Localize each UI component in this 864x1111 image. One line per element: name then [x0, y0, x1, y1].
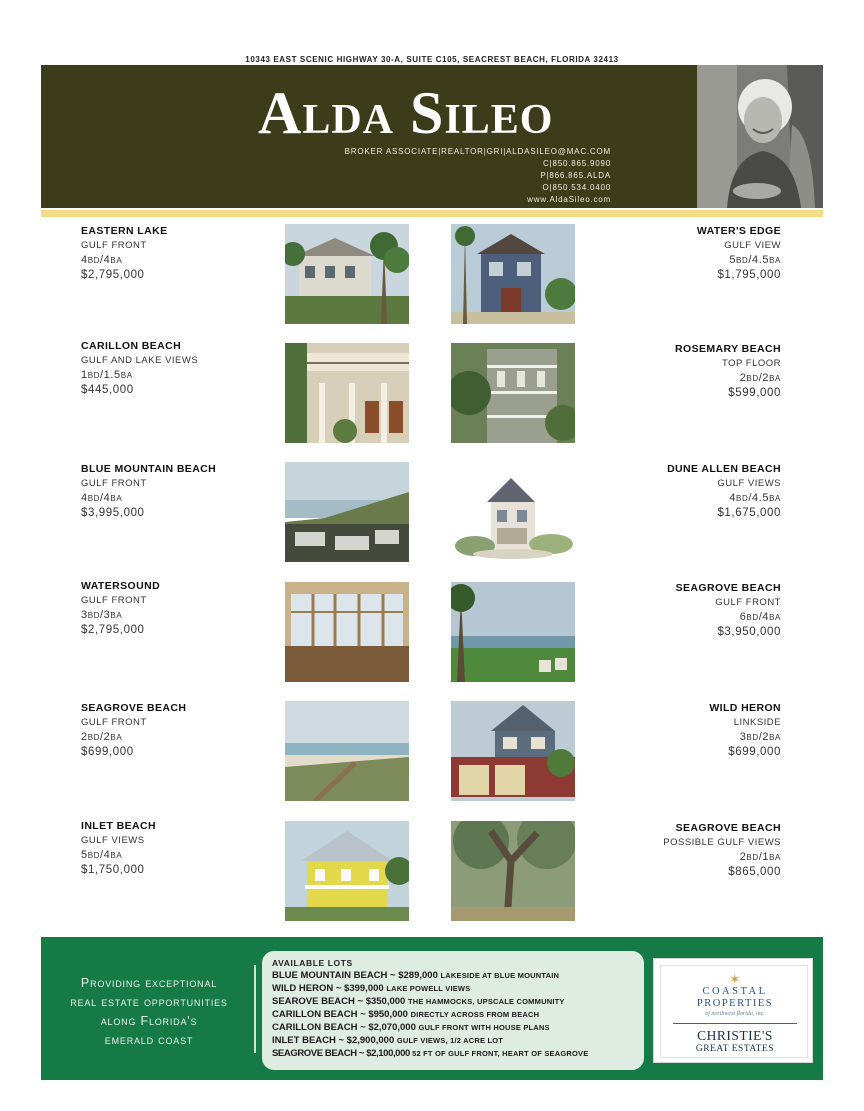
listing-rooms: 6bd/4ba	[739, 611, 781, 623]
listing-text	[581, 462, 781, 520]
lot-name-price: INLET BEACH ~ $2,900,000	[272, 1035, 395, 1046]
tagline-line: emerald coast	[104, 1033, 194, 1047]
agent-credentials-email[interactable]: BROKER ASSOCIATE|REALTOR|GRI|ALDASILEO@MAC.COM	[344, 147, 611, 156]
lot-name-price: CARILLON BEACH ~ $950,000	[272, 1009, 408, 1020]
listing-view: GULF FRONT	[81, 239, 147, 251]
listing-price: $3,995,000	[81, 506, 145, 519]
listing-rooms: 4bd/4.5ba	[729, 492, 781, 504]
tagline-line: along Florida's	[100, 1014, 198, 1028]
listing-name: BLUE MOUNTAIN BEACH	[81, 463, 217, 475]
listing-price: $2,795,000	[81, 623, 145, 636]
listing-price: $699,000	[728, 745, 781, 758]
listing-price: $2,795,000	[81, 268, 145, 281]
lot-description: LAKESIDE AT BLUE MOUNTAIN	[440, 971, 560, 980]
listing-rooms: 3bd/3ba	[81, 609, 123, 621]
lot-description: 52 FT OF GULF FRONT, HEART OF SEAGROVE	[412, 1049, 589, 1058]
listing-view: GULF FRONT	[715, 596, 781, 608]
listing-text	[81, 701, 281, 759]
listing-view: GULF VIEWS	[717, 477, 781, 489]
listing-view: GULF FRONT	[81, 716, 147, 728]
listing-view: TOP FLOOR	[721, 357, 781, 369]
listing-price: $3,950,000	[717, 625, 781, 638]
listing-text	[81, 224, 281, 282]
listing-view: POSSIBLE GULF VIEWS	[663, 836, 781, 848]
footer-divider	[254, 965, 256, 1053]
property-photo-carillon-beach[interactable]	[285, 343, 409, 443]
listing-text	[81, 579, 281, 637]
listing-text	[581, 821, 781, 879]
property-photo-waters-edge[interactable]	[451, 224, 575, 324]
property-photo-rosemary-beach[interactable]	[451, 343, 575, 443]
lot-item	[272, 1047, 644, 1060]
office-address: 10343 EAST SCENIC HIGHWAY 30-A, SUITE C105, SEACREST BEACH, FLORIDA 32413	[245, 55, 619, 64]
logo-rule	[673, 1023, 797, 1024]
logo-line-christies: CHRISTIE'S	[697, 1028, 773, 1043]
property-photo-inlet-beach[interactable]	[285, 821, 409, 921]
available-lots-panel	[262, 951, 644, 1070]
listing-name: SEAGROVE BEACH	[81, 702, 187, 714]
listing-view: GULF VIEW	[724, 239, 781, 251]
contact-block	[345, 146, 611, 206]
lot-description: GULF VIEWS, 1/2 ACRE LOT	[396, 1036, 504, 1045]
website-link[interactable]: www.AldaSileo.com	[527, 195, 611, 204]
listing-rooms: 5bd/4ba	[81, 849, 123, 861]
listing-view: LINKSIDE	[733, 716, 781, 728]
property-photo-dune-allen-beach[interactable]	[451, 462, 575, 562]
listing-name: ROSEMARY BEACH	[675, 343, 781, 355]
property-photo-eastern-lake[interactable]	[285, 224, 409, 324]
brokerage-logo[interactable]	[653, 958, 813, 1063]
lot-description: GULF FRONT WITH HOUSE PLANS	[418, 1023, 550, 1032]
listing-name: INLET BEACH	[81, 820, 156, 832]
lot-item	[272, 982, 644, 995]
lot-description: LAKE POWELL VIEWS	[386, 984, 471, 993]
listing-price: $1,795,000	[717, 268, 781, 281]
listing-price: $1,675,000	[717, 506, 781, 519]
tagline-line: real estate opportunities	[70, 995, 228, 1009]
listing-text	[81, 819, 281, 877]
office-phone: O|850.534.0400	[542, 183, 611, 192]
listing-text	[581, 581, 781, 639]
star-icon: ✶	[729, 971, 741, 987]
lot-item	[272, 969, 644, 982]
listing-text	[81, 339, 281, 397]
listing-rooms: 5bd/4.5ba	[729, 254, 781, 266]
listing-price: $865,000	[728, 865, 781, 878]
listing-name: WATER'S EDGE	[696, 225, 781, 237]
listing-price: $1,750,000	[81, 863, 145, 876]
cell-phone: C|850.865.9090	[543, 159, 611, 168]
listing-rooms: 4bd/4ba	[81, 492, 123, 504]
listing-rooms: 2bd/2ba	[739, 372, 781, 384]
lot-item	[272, 995, 644, 1008]
property-photo-seagrove-beach-gulf-front[interactable]	[451, 582, 575, 682]
lot-item	[272, 1021, 644, 1034]
listing-name: DUNE ALLEN BEACH	[667, 463, 781, 475]
tagline	[48, 974, 250, 1050]
main-phone: P|866.865.ALDA	[540, 171, 611, 180]
listing-name: EASTERN LAKE	[81, 225, 168, 237]
listing-view: GULF FRONT	[81, 594, 147, 606]
listing-price: $599,000	[728, 386, 781, 399]
property-photo-seagrove-beach-gulf-front-2[interactable]	[285, 701, 409, 801]
listing-price: $445,000	[81, 383, 134, 396]
listing-name: WATERSOUND	[81, 580, 161, 592]
logo-line-coastal: COASTAL	[702, 986, 768, 997]
listing-text	[581, 342, 781, 400]
listing-rooms: 3bd/2ba	[739, 731, 781, 743]
logo-line-great-estates: GREAT ESTATES	[695, 1044, 775, 1054]
listing-text	[81, 462, 281, 520]
property-photo-watersound[interactable]	[285, 582, 409, 682]
lots-heading: AVAILABLE LOTS	[272, 958, 353, 968]
gold-divider	[41, 210, 823, 217]
listing-name: WILD HERON	[709, 702, 781, 714]
lot-name-price: SEAROVE BEACH ~ $350,000	[272, 996, 406, 1007]
tagline-line: Providing exceptional	[80, 976, 218, 990]
lot-name-price: BLUE MOUNTAIN BEACH ~ $289,000	[272, 970, 438, 981]
property-photo-wild-heron[interactable]	[451, 701, 575, 801]
agent-portrait	[697, 65, 823, 208]
listing-text	[581, 224, 781, 282]
lot-item	[272, 1034, 644, 1047]
listing-view: GULF VIEWS	[81, 834, 145, 846]
listing-view: GULF FRONT	[81, 477, 147, 489]
logo-line-company: of northwest florida, inc.	[705, 1011, 765, 1017]
listing-text	[581, 701, 781, 759]
property-photo-blue-mountain-beach[interactable]	[285, 462, 409, 562]
listing-view: GULF AND LAKE VIEWS	[81, 354, 199, 366]
agent-name: Alda Sileo	[258, 80, 554, 146]
listing-rooms: 2bd/2ba	[81, 731, 123, 743]
listing-rooms: 2bd/1ba	[739, 851, 781, 863]
lot-description: THE HAMMOCKS, UPSCALE COMMUNITY	[407, 997, 565, 1006]
lot-name-price: CARILLON BEACH ~ $2,070,000	[272, 1022, 416, 1033]
logo-frame	[660, 965, 808, 1058]
listing-name: SEAGROVE BEACH	[675, 822, 781, 834]
lot-item	[272, 1008, 644, 1021]
listing-name: CARILLON BEACH	[81, 340, 182, 352]
listing-rooms: 1bd/1.5ba	[81, 369, 133, 381]
logo-line-properties: PROPERTIES	[696, 998, 774, 1009]
property-photo-seagrove-beach-possible-gulf-views[interactable]	[451, 821, 575, 921]
lot-name-price: SEAGROVE BEACH ~ $2,100,000	[272, 1048, 410, 1059]
lot-name-price: WILD HERON ~ $399,000	[272, 983, 384, 994]
listing-price: $699,000	[81, 745, 134, 758]
lot-description: DIRECTLY ACROSS FROM BEACH	[410, 1010, 540, 1019]
listing-rooms: 4bd/4ba	[81, 254, 123, 266]
listing-name: SEAGROVE BEACH	[675, 582, 781, 594]
